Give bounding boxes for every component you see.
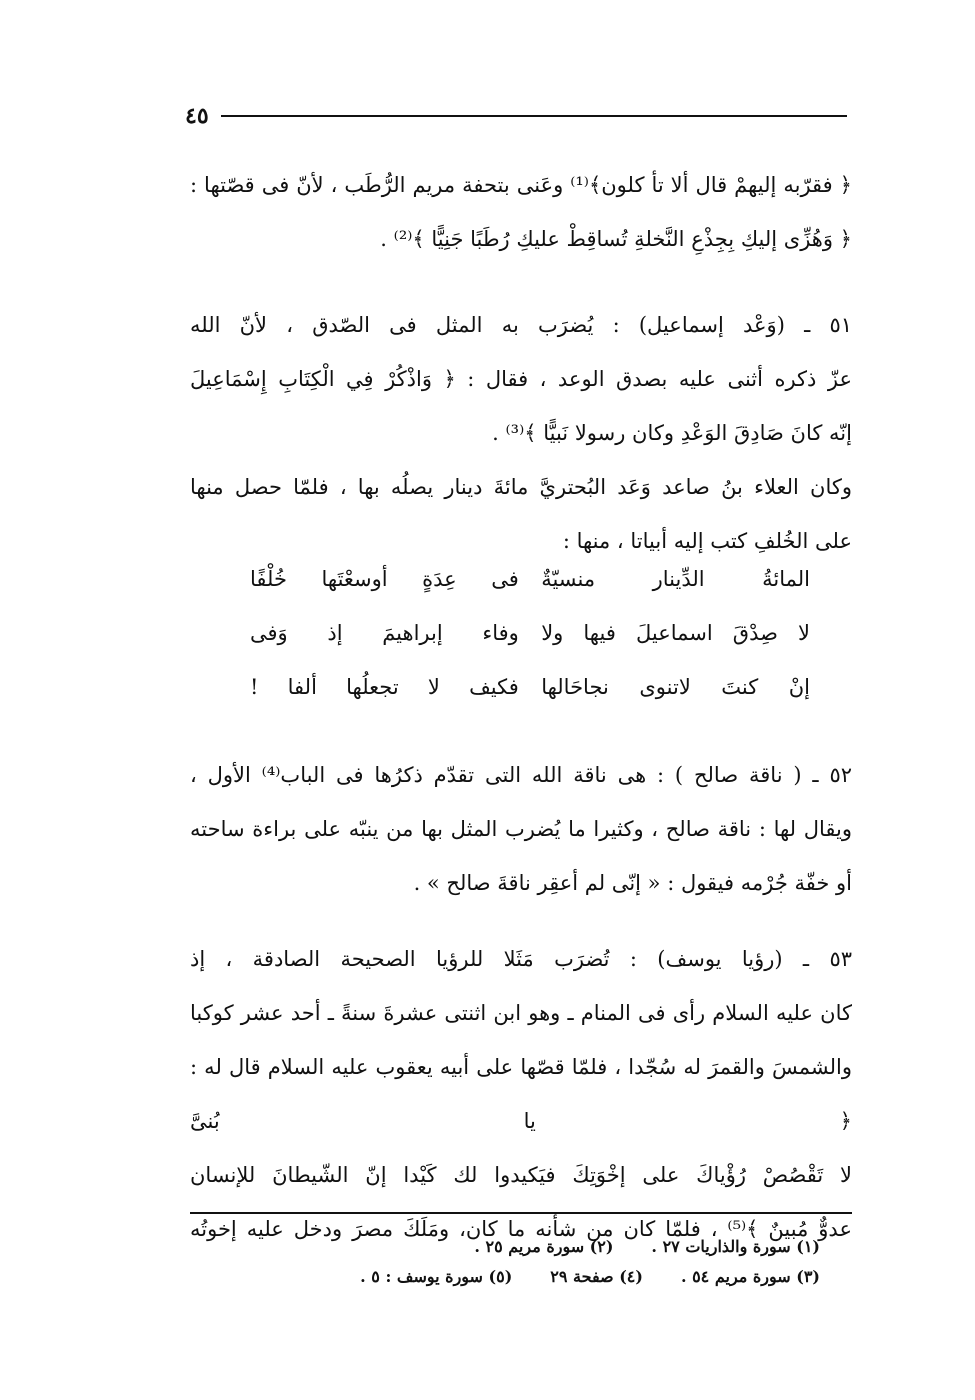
text-line: ٥٢ ـ ( ناقة صالح ) : هى ناقة الله التى تقدّم ذكرُها فى الباب⁽⁴⁾ الأول ، (190, 763, 852, 787)
text-line: لا تَقْصُصْ رُؤْياكَ على إخْوَتِكَ فيَكيدوا لك كَيْدا إنّ الشّيطانَ للإنسان (190, 1163, 852, 1187)
page-number: ٤٥ (185, 103, 209, 129)
hemistich-second: فكيف لا تجعلُها ألفا ! (250, 675, 519, 699)
verse-line (250, 660, 810, 714)
footnote-4: (٤) صفحة ٢٩ (550, 1267, 643, 1286)
footnote-3: (٣) سورة مريم ٥٤ . (680, 1267, 820, 1286)
text-line: أو خفّة جُرْمه فيقول : « إنّى لم أعقِر ناقةَ صالح » . (413, 871, 852, 895)
text-line: على الخُلفِ كتب إليه أبياتا ، منها : (562, 529, 852, 553)
paragraph-52 (190, 748, 852, 910)
header-rule (221, 115, 847, 117)
hemistich-first: لا صِدْقَ اسماعيلَ فيها ولا (541, 621, 810, 645)
footnotes (230, 1232, 820, 1292)
footnote-row (230, 1232, 820, 1262)
verse-line (250, 606, 810, 660)
footnote-5: (٥) سورة يوسف : ٥ . (360, 1267, 513, 1286)
text-line: ٥١ ـ (وَعْد إسماعيل) : يُضرَب به المثل فى الصّدق ، لأنّ الله (190, 313, 852, 337)
text-line: ويقال لها : ناقة صالح ، وكثيرا ما يُضرب المثل بها من ينبّه على براءة ساحته (190, 817, 852, 841)
text-line: والشمسَ والقمرَ له سُجّدا ، فلمّا قصّها على أبيه يعقوب عليه السلام قال له : ﴿ يا بُنىَّ (190, 1055, 852, 1133)
text-line: كان عليه السلام رأى فى المنام ـ وهو ابن اثنتى عشرةَ سنةً ـ أحد عشر كوكبا (190, 1001, 852, 1025)
footnote-row (230, 1262, 820, 1292)
text-line: عزّ ذكره أثنى عليه بصدق الوعد ، فقال : ﴿ وَاذْكُرْ فِي الْكِتَابِ إِسْمَاعِيلَ (190, 367, 852, 391)
intro-paragraph (190, 158, 852, 266)
footnote-1: (١) سورة والذاريات ٢٧ . (651, 1237, 820, 1256)
text-line: ﴿ وَهُزِّى إليكِ بِجِذْعِ النَّخلةِ تُساقِطْ عليكِ رُطَبًا جَنِيًّا ﴾⁽²⁾ . (380, 227, 852, 251)
verse-line (250, 552, 810, 606)
hemistich-second: وفاء إبراهيمَ إذ وَفى (250, 621, 519, 645)
poem (250, 552, 810, 714)
text-line: إنّه كانَ صَادِقَ الوَعْدِ وكان رسولا نَبيًّا ﴾⁽³⁾ . (492, 421, 852, 445)
footnote-rule (190, 1212, 852, 1214)
page-header (185, 98, 847, 134)
paragraph-53 (190, 932, 852, 1256)
hemistich-second: فى عِدَةٍ أوسعْتَها خُلْفًا (250, 567, 519, 591)
hemistich-first: إنْ كنتَ لاتنوى نجاحَالها (541, 675, 810, 699)
text-line: ٥٣ ـ (رؤيا يوسف) : تُضرَب مَثَلا للرؤيا الصحيحة الصادقة ، إذ (190, 947, 852, 971)
text-line: عدوٌّ مُبينٌ ﴾⁽⁵⁾ ، فلمّا كان من شأنه ما كان، ومَلَكَ مصرَ ودخل عليه إخوتُه (190, 1217, 852, 1241)
text-line: ﴿ فقرّبه إليهمْ قال ألا تأ كلون﴾⁽¹⁾ وعَنى بتحفة مريم الرُّطَب ، لأنّ فى قصّتها : (190, 173, 852, 197)
footnote-2: (٢) سورة مريم ٢٥ . (474, 1237, 614, 1256)
hemistich-first: المائةُ الدِّينار منسيّةٌ (541, 567, 810, 591)
text-line: وكان العلاء بنُ صاعد وَعَد البُحتريَّ مائةَ دينار يصلُه بها ، فلمّا حصل منها (190, 475, 852, 499)
paragraph-51 (190, 298, 852, 568)
